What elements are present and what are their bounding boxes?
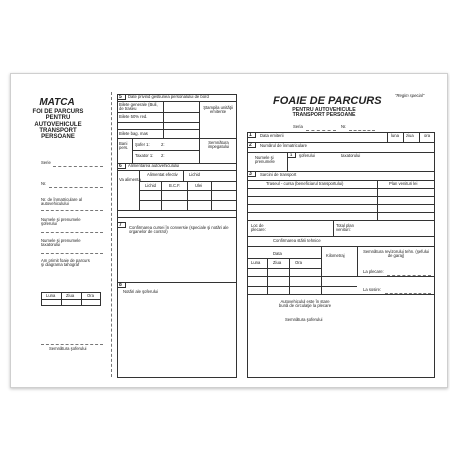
right-ziua: ziua: [406, 133, 414, 138]
ulei-label: Ulei: [195, 183, 203, 188]
bilete-50-label: Bilete 50% red.: [119, 114, 148, 119]
nr-inmatriculare-label: Numărul de înmatriculare: [260, 143, 308, 148]
right-nr-line: [349, 130, 375, 131]
right-date-col2: [403, 132, 404, 142]
matca-nume-sofer: Numele şi prenumele şoferului: [41, 217, 81, 227]
right-date-col1: [387, 132, 388, 142]
section-3-number: 3: [249, 171, 252, 177]
bilete-bag-label: Bilete bag. mas: [119, 131, 148, 136]
seria-label: Seria: [293, 124, 303, 129]
right-date-sub2: [289, 258, 290, 276]
la-plecare-label: La plecare:: [363, 269, 384, 274]
loc-plecare-label: Loc de plecare:: [251, 223, 266, 233]
taxator2-label: 2:: [161, 153, 165, 158]
taxator1-label: Taxator 1:: [135, 153, 154, 158]
right-col-luna: Luna: [251, 260, 261, 265]
matca-am-primit: Am primit foaie de parcurs şi diagrama tahograf: [41, 258, 90, 268]
seria-line: [306, 130, 336, 131]
right-nume-divider: [287, 152, 288, 171]
mid-line-4: [117, 138, 237, 139]
right-col-ziua: Ziua: [273, 260, 282, 265]
right-col-ora: Ora: [295, 260, 302, 265]
right-traseu-divider: [377, 180, 378, 220]
mid-line-5: [132, 150, 199, 151]
right-line-14: [247, 276, 435, 277]
total-plan-label: Total plan venituri:: [336, 223, 354, 233]
confirmarea-starii-label: Confirmarea stării tehnice: [273, 238, 321, 243]
mid-col-b: [187, 181, 188, 210]
right-lower-sub3: [321, 276, 322, 294]
matca-nr-label: Nr.: [41, 181, 47, 186]
section-5-number: 5: [119, 94, 122, 100]
middle-section-frame: [117, 94, 237, 378]
right-line-6: [247, 196, 435, 197]
right-lower-sub2: [289, 276, 290, 294]
mid-col-a: [161, 181, 162, 210]
matca-col-ora: Ora: [87, 293, 94, 298]
matca-nr-inmatriculare-line: [41, 210, 103, 211]
right-line-13: [247, 268, 321, 269]
right-luna: luna: [391, 133, 399, 138]
va-alimenta-label: Va alimenta: [119, 177, 141, 182]
mid-line-10: [139, 200, 237, 201]
regim-special: "Regim special": [395, 93, 425, 98]
matca-nume-taxator: Numele şi prenumele taxatorului: [41, 238, 81, 248]
right-line-7: [247, 204, 435, 205]
sofer1-label: Şofer 1:: [135, 142, 150, 147]
plan-venituri-label: Plan venituri lei: [389, 181, 418, 186]
traseul-label: Traseul - cursa (beneficiarul transportului): [266, 181, 344, 186]
section-8-number: 8: [119, 282, 122, 288]
right-data-divider: [321, 246, 322, 276]
data-emiterii-label: Data emiterii: [260, 133, 284, 138]
matca-date-table-col1: [61, 292, 62, 306]
right-line-9: [247, 220, 435, 221]
right-line-10: [247, 236, 435, 237]
bani-pers-label: Bani pers.: [119, 141, 129, 151]
alimentarea-label: Alimentarea autovehiculului: [128, 163, 180, 168]
mid-line-9: [139, 190, 237, 191]
notari-sofer-label: Notări ale şoferului: [123, 289, 158, 294]
right-km-divider: [357, 246, 358, 276]
lichid-col-label: Lichid: [189, 172, 200, 177]
right-ora: ora: [424, 133, 431, 138]
matca-nr-inmatriculare: Nr. de înmatriculare al autovehiculului: [41, 197, 82, 207]
bilete-generale-label: Bilete generale (Buli, de traseu: [119, 102, 158, 112]
form-sheet: [10, 73, 448, 388]
sofer2-label: 2:: [161, 142, 165, 147]
right-date-col3: [419, 132, 420, 142]
section-6-number: 6: [119, 163, 122, 169]
taxatorului-label: taxatorului: [341, 153, 361, 158]
mid-semn-divider: [199, 138, 200, 163]
alimentat-efectiv-label: Alimentat efectiv: [147, 172, 178, 177]
right-date-sub1: [267, 258, 268, 276]
right-line-12: [247, 258, 321, 259]
lichid-label: Lichid: [145, 183, 156, 188]
mid-line-2: [117, 112, 199, 113]
perforation-line: [111, 92, 112, 377]
matca-date-table-row: [41, 299, 101, 300]
mid-line-12: [117, 282, 237, 283]
bcf-label: B.C.F.: [169, 183, 181, 188]
sarcini-label: Sarcini de transport: [260, 172, 297, 177]
right-line-8: [247, 212, 435, 213]
mid-col-c: [211, 181, 212, 210]
soferului-label: şoferului: [299, 153, 315, 158]
la-sosire-label: La sosire:: [363, 287, 382, 292]
kilometraj-label: Kilometraj: [326, 253, 345, 258]
mid-line-7: [117, 170, 237, 171]
foaie-subtitle: PENTRU AUTOVEHICULE TRANSPORT PERSOANE: [292, 107, 356, 119]
right-lower-sub1: [267, 276, 268, 294]
right-nr-label: Nr.: [341, 124, 347, 129]
mid-line-3: [117, 122, 199, 123]
section-1-number: 1: [249, 132, 252, 138]
matca-serie-label: Serie: [41, 160, 51, 165]
autovehicul-stare-label: Autovehiculul este în stare bună de circulaţie la plecare: [278, 299, 332, 309]
data-label: Data: [273, 251, 282, 256]
semnatura-revizor-label: Semnătura revizorului tehn. (şefului de garaj): [363, 249, 429, 259]
matca-nr-line: [49, 187, 103, 188]
date-gestiunea-label: Date privind gestiunea personalului de bord: [128, 94, 209, 99]
mid-lichid-divider: [183, 170, 184, 181]
right-loc-divider: [333, 220, 334, 236]
right-line-15: [247, 286, 357, 287]
matca-semnatura: Semnătura şoferului: [49, 346, 87, 351]
stampila-label: Ştampila unităţii emitente: [203, 105, 233, 115]
mid-bilete-divider: [163, 101, 164, 138]
matca-serie-line: [53, 166, 103, 167]
mid-line-11b: [117, 217, 237, 218]
matca-col-luna: Luna: [46, 293, 56, 298]
right-line-5: [247, 188, 435, 189]
mid-line-3b: [117, 129, 199, 130]
right-line-16: [247, 294, 435, 295]
mid-stampila-divider: [199, 101, 200, 138]
matca-semnatura-line: [41, 344, 103, 345]
right-line-11: [247, 246, 435, 247]
matca-title: MATCA: [39, 97, 75, 108]
semnatura-soferului-label: Semnătura şoferului: [285, 317, 323, 322]
matca-nume-taxator-line: [41, 253, 103, 254]
nume-prenume-label: Numele şi prenumele: [255, 155, 275, 165]
matca-col-ziua: Ziua: [66, 293, 75, 298]
mid-line-8: [139, 181, 237, 182]
sub1-number: 1: [290, 152, 293, 157]
section-7-number: 7: [119, 222, 122, 228]
matca-subtitle: FOI DE PARCURS PENTRU AUTOVEHICULE TRANSPORT PERSOANE: [32, 109, 84, 141]
semnatura-impegat-label: Semnătura impegatului: [207, 140, 230, 150]
confirmarea-cursei-label: Confirmarea cursei în conversie (speciale şi notări ale organelor de control): [129, 225, 229, 235]
matca-nume-sofer-line: [41, 232, 103, 233]
matca-date-table-col2: [81, 292, 82, 306]
mid-line-11: [117, 210, 237, 211]
section-2-number: 2: [249, 142, 252, 148]
foaie-title: FOAIE DE PARCURS: [273, 95, 382, 107]
